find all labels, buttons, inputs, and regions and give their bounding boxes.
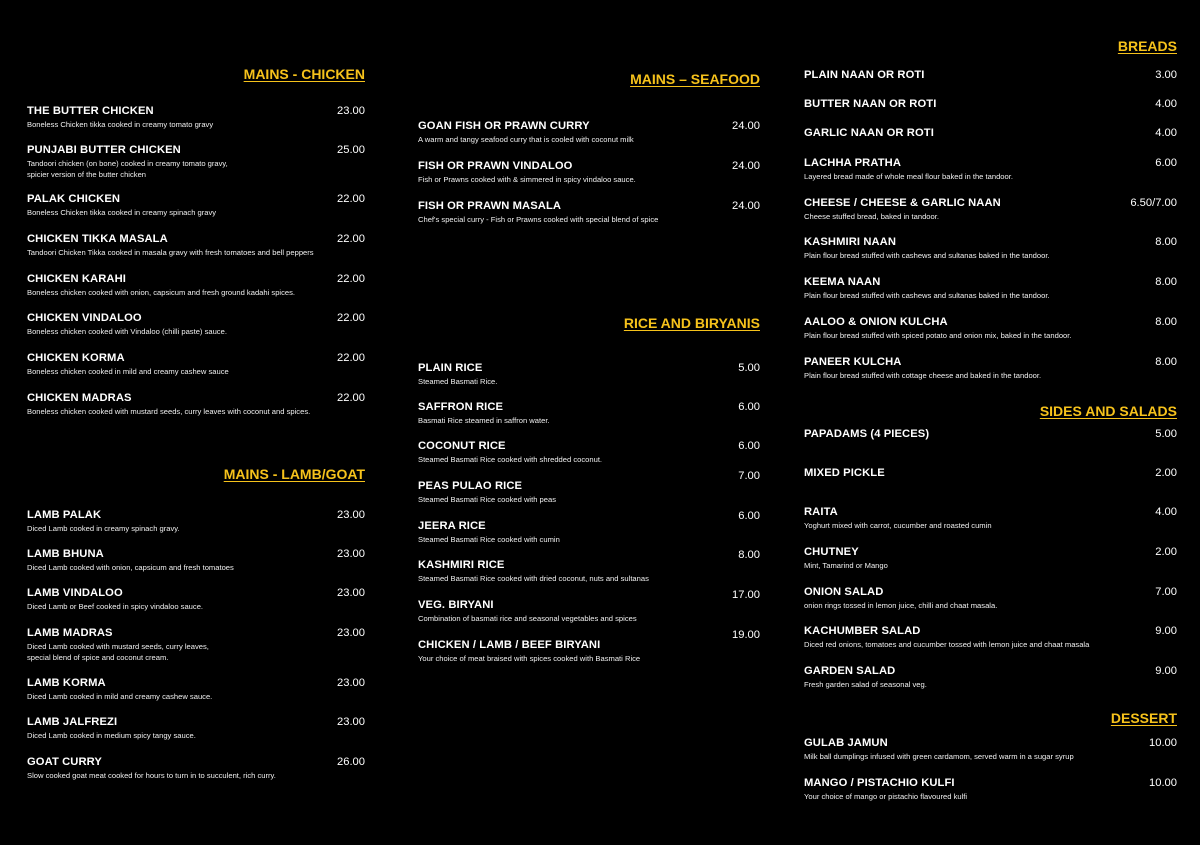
menu-item-name: KACHUMBER SALAD bbox=[804, 625, 921, 637]
section-title-rice-and-biryanis: RICE AND BIRYANIS bbox=[623, 315, 760, 331]
menu-item-name: CHICKEN / LAMB / BEEF BIRYANI bbox=[418, 639, 601, 651]
menu-item-price: 4.00 bbox=[1155, 127, 1177, 139]
menu-item-description: Steamed Basmati Rice cooked with dried coconut, nuts and sultanas bbox=[418, 574, 649, 583]
menu-item bbox=[804, 236, 1177, 261]
menu-item-price: 2.00 bbox=[1155, 467, 1177, 479]
section-title-mains-seafood: MAINS – SEAFOOD bbox=[630, 71, 760, 87]
menu-item-price: 23.00 bbox=[337, 587, 365, 599]
menu-item-name: PAPADAMS (4 PIECES) bbox=[804, 428, 930, 440]
menu-item-name: CHEESE / CHEESE & GARLIC NAAN bbox=[804, 197, 1001, 209]
menu-item-description: Boneless chicken cooked with Vindaloo (chilli paste) sauce. bbox=[27, 327, 227, 336]
menu-item-name: THE BUTTER CHICKEN bbox=[27, 105, 154, 117]
menu-item-name: VEG. BIRYANI bbox=[418, 599, 494, 611]
menu-item-price: 4.00 bbox=[1155, 506, 1177, 518]
menu-item bbox=[804, 428, 1177, 441]
menu-item-name: GARDEN SALAD bbox=[804, 665, 896, 677]
menu-item-description: Boneless Chicken tikka cooked in creamy spinach gravy bbox=[27, 208, 217, 217]
menu-item-description: A warm and tangy seafood curry that is cooled with coconut milk bbox=[418, 135, 634, 144]
menu-item-description: Plain flour bread stuffed with cashews and sultanas baked in the tandoor. bbox=[804, 251, 1050, 260]
menu-item-price: 24.00 bbox=[732, 200, 760, 212]
menu-item bbox=[27, 587, 365, 612]
menu-item bbox=[418, 200, 760, 225]
menu-item-name: PEAS PULAO RICE bbox=[418, 480, 523, 492]
menu-item-name: RAITA bbox=[804, 506, 838, 518]
menu-item-description: Steamed Basmati Rice cooked with peas bbox=[418, 495, 557, 504]
menu-item-name: LAMB VINDALOO bbox=[27, 587, 123, 599]
menu-item-name: LAMB JALFREZI bbox=[27, 716, 118, 728]
menu-item-price: 17.00 bbox=[732, 589, 760, 601]
menu-item-name: AALOO & ONION KULCHA bbox=[804, 316, 948, 328]
menu-item-price: 24.00 bbox=[732, 120, 760, 132]
menu-item-price: 5.00 bbox=[738, 362, 760, 374]
menu-item-name: GOAT CURRY bbox=[27, 756, 102, 768]
menu-item bbox=[27, 716, 365, 741]
menu-item-name: CHICKEN KARAHI bbox=[27, 273, 126, 285]
menu-item-price: 26.00 bbox=[337, 756, 365, 768]
menu-item-name: CHICKEN MADRAS bbox=[27, 392, 132, 404]
menu-item-description: Fresh garden salad of seasonal veg. bbox=[804, 680, 927, 689]
menu-item bbox=[418, 510, 760, 545]
menu-item-price: 23.00 bbox=[337, 627, 365, 639]
section-title-mains-lamb-goat: MAINS - LAMB/GOAT bbox=[223, 466, 365, 482]
menu-item bbox=[27, 627, 365, 663]
menu-item-description: Diced Lamb cooked in medium spicy tangy sauce. bbox=[27, 731, 196, 740]
menu-item-name: CHICKEN TIKKA MASALA bbox=[27, 233, 168, 245]
menu-item-name: COCONUT RICE bbox=[418, 440, 506, 452]
menu-item-price: 8.00 bbox=[1155, 276, 1177, 288]
menu-item-name: GARLIC NAAN OR ROTI bbox=[804, 127, 934, 139]
menu-item-name: GULAB JAMUN bbox=[804, 737, 888, 749]
menu-item-name: KEEMA NAAN bbox=[804, 276, 881, 288]
menu-item-price: 9.00 bbox=[1155, 665, 1177, 677]
menu-item-price: 25.00 bbox=[337, 144, 365, 156]
menu-item-price: 6.00 bbox=[738, 510, 760, 522]
menu-item bbox=[804, 157, 1177, 182]
menu-item bbox=[27, 352, 365, 377]
menu-item-name: FISH OR PRAWN VINDALOO bbox=[418, 160, 573, 172]
menu-item-description: Boneless chicken cooked with onion, capsicum and fresh ground kadahi spices. bbox=[27, 288, 296, 297]
menu-item-name: LAMB KORMA bbox=[27, 677, 106, 689]
menu-item bbox=[418, 120, 760, 145]
menu-item bbox=[804, 665, 1177, 690]
menu-item bbox=[804, 276, 1177, 301]
menu-item-name: CHUTNEY bbox=[804, 546, 859, 558]
menu-item bbox=[27, 144, 365, 180]
menu-item bbox=[804, 506, 1177, 531]
menu-item-name: MIXED PICKLE bbox=[804, 467, 885, 479]
menu-item-name: FISH OR PRAWN MASALA bbox=[418, 200, 562, 212]
menu-item bbox=[418, 440, 760, 465]
menu-item-price: 23.00 bbox=[337, 509, 365, 521]
menu-item-description: Yoghurt mixed with carrot, cucumber and roasted cumin bbox=[804, 521, 992, 530]
menu-item-price: 10.00 bbox=[1149, 737, 1177, 749]
menu-item-price: 22.00 bbox=[337, 193, 365, 205]
menu-item bbox=[804, 356, 1177, 381]
menu-item-price: 23.00 bbox=[337, 105, 365, 117]
menu-item-price: 22.00 bbox=[337, 273, 365, 285]
menu-item-description: Layered bread made of whole meal flour baked in the tandoor. bbox=[804, 172, 1013, 181]
menu-item-name: CHICKEN VINDALOO bbox=[27, 312, 142, 324]
menu-item-description: Boneless chicken cooked with mustard seeds, curry leaves with coconut and spices. bbox=[27, 407, 311, 416]
menu-item-description: Fish or Prawns cooked with & simmered in spicy vindaloo sauce. bbox=[418, 175, 636, 184]
menu-item-name: MANGO / PISTACHIO KULFI bbox=[804, 777, 955, 789]
menu-item-price: 23.00 bbox=[337, 716, 365, 728]
menu-item bbox=[418, 549, 760, 584]
menu-item bbox=[418, 362, 760, 387]
menu-item-price: 8.00 bbox=[1155, 236, 1177, 248]
menu-item-description: Basmati Rice steamed in saffron water. bbox=[418, 416, 550, 425]
menu-item-description: Tandoori chicken (on bone) cooked in creamy tomato gravy, spicier version of the butter chicken bbox=[27, 159, 228, 179]
menu-item-description: Diced Lamb or Beef cooked in spicy vindaloo sauce. bbox=[27, 602, 204, 611]
menu-item bbox=[27, 312, 365, 337]
menu-item-name: PLAIN RICE bbox=[418, 362, 483, 374]
section-title-breads: BREADS bbox=[1117, 38, 1177, 54]
menu-item bbox=[804, 197, 1177, 222]
menu-item-price: 2.00 bbox=[1155, 546, 1177, 558]
menu-item-price: 8.00 bbox=[738, 549, 760, 561]
menu-item bbox=[804, 625, 1177, 650]
menu-item bbox=[27, 233, 365, 258]
menu-item-name: BUTTER NAAN OR ROTI bbox=[804, 98, 937, 110]
menu-item-description: Plain flour bread stuffed with cottage cheese and baked in the tandoor. bbox=[804, 371, 1042, 380]
menu-item-price: 4.00 bbox=[1155, 98, 1177, 110]
menu-item-price: 7.00 bbox=[738, 470, 760, 482]
menu-item bbox=[27, 193, 365, 218]
menu-item-description: Diced Lamb cooked with onion, capsicum and fresh tomatoes bbox=[27, 563, 234, 572]
menu-item-description: Chef's special curry - Fish or Prawns cooked with special blend of spice bbox=[418, 215, 659, 224]
menu-item-description: Tandoori Chicken Tikka cooked in masala gravy with fresh tomatoes and bell peppers bbox=[27, 248, 314, 257]
menu-item-price: 9.00 bbox=[1155, 625, 1177, 637]
menu-item-name: LAMB PALAK bbox=[27, 509, 102, 521]
menu-item-price: 3.00 bbox=[1155, 69, 1177, 81]
menu-item-description: Boneless Chicken tikka cooked in creamy tomato gravy bbox=[27, 120, 214, 129]
menu-item bbox=[804, 777, 1177, 802]
menu-item-price: 6.00 bbox=[1155, 157, 1177, 169]
menu-item bbox=[804, 98, 1177, 111]
menu-item-description: Combination of basmati rice and seasonal vegetables and spices bbox=[418, 614, 637, 623]
menu-item bbox=[418, 470, 760, 505]
menu-item bbox=[27, 677, 365, 702]
menu-item-price: 22.00 bbox=[337, 392, 365, 404]
menu-item-name: PANEER KULCHA bbox=[804, 356, 902, 368]
menu-item-price: 19.00 bbox=[732, 629, 760, 641]
menu-item-name: GOAN FISH OR PRAWN CURRY bbox=[418, 120, 590, 132]
menu-item-description: Steamed Basmati Rice. bbox=[418, 377, 498, 386]
menu-item-description: Your choice of meat braised with spices cooked with Basmati Rice bbox=[418, 654, 641, 663]
menu-item-name: LACHHA PRATHA bbox=[804, 157, 902, 169]
menu-item-description: Slow cooked goat meat cooked for hours to turn in to succulent, rich curry. bbox=[27, 771, 276, 780]
section-title-dessert: DESSERT bbox=[1110, 710, 1177, 726]
menu-item-name: PLAIN NAAN OR ROTI bbox=[804, 69, 925, 81]
menu-item-price: 10.00 bbox=[1149, 777, 1177, 789]
section-title-sides-and-salads: SIDES AND SALADS bbox=[1039, 403, 1177, 419]
menu-item bbox=[27, 105, 365, 130]
menu-item bbox=[804, 127, 1177, 140]
menu-item-name: KASHMIRI RICE bbox=[418, 559, 505, 571]
menu-item-price: 22.00 bbox=[337, 352, 365, 364]
menu-item bbox=[804, 546, 1177, 571]
menu-item bbox=[804, 737, 1177, 762]
menu-item-description: Diced red onions, tomatoes and cucumber tossed with lemon juice and chaat masala bbox=[804, 640, 1090, 649]
menu-item-description: Your choice of mango or pistachio flavoured kulfi bbox=[804, 792, 968, 801]
menu-item bbox=[27, 548, 365, 573]
menu-item bbox=[804, 467, 1177, 480]
menu-item-price: 24.00 bbox=[732, 160, 760, 172]
menu-item bbox=[27, 756, 365, 781]
menu-item-description: onion rings tossed in lemon juice, chilli and chaat masala. bbox=[804, 601, 998, 610]
menu-item-description: Milk ball dumplings infused with green cardamom, served warm in a sugar syrup bbox=[804, 752, 1074, 761]
menu-item-description: Diced Lamb cooked in creamy spinach gravy. bbox=[27, 524, 180, 533]
menu-item-description: Diced Lamb cooked with mustard seeds, curry leaves, special blend of spice and coconut cream. bbox=[27, 642, 209, 662]
menu-item-price: 5.00 bbox=[1155, 428, 1177, 440]
menu-item-name: KASHMIRI NAAN bbox=[804, 236, 897, 248]
menu-item-description: Steamed Basmati Rice cooked with cumin bbox=[418, 535, 560, 544]
menu-item-name: JEERA RICE bbox=[418, 520, 486, 532]
menu-item-name: PALAK CHICKEN bbox=[27, 193, 121, 205]
menu-item-price: 22.00 bbox=[337, 312, 365, 324]
menu-item-name: CHICKEN KORMA bbox=[27, 352, 125, 364]
menu-item-name: SAFFRON RICE bbox=[418, 401, 504, 413]
menu-item bbox=[27, 273, 365, 298]
menu-item bbox=[418, 401, 760, 426]
menu-item bbox=[418, 589, 760, 624]
menu-item-description: Boneless chicken cooked in mild and creamy cashew sauce bbox=[27, 367, 229, 376]
menu-item-description: Mint, Tamarind or Mango bbox=[804, 561, 888, 570]
menu-item-description: Plain flour bread stuffed with spiced potato and onion mix, baked in the tandoor. bbox=[804, 331, 1072, 340]
menu-item-price: 22.00 bbox=[337, 233, 365, 245]
menu-item-price: 6.00 bbox=[738, 440, 760, 452]
menu-item-price: 7.00 bbox=[1155, 586, 1177, 598]
menu-item bbox=[418, 629, 760, 664]
menu-item bbox=[804, 69, 1177, 82]
menu-item-price: 8.00 bbox=[1155, 356, 1177, 368]
section-title-mains-chicken: MAINS - CHICKEN bbox=[243, 66, 365, 82]
menu-item-price: 8.00 bbox=[1155, 316, 1177, 328]
menu-item-name: PUNJABI BUTTER CHICKEN bbox=[27, 144, 181, 156]
menu-item bbox=[27, 392, 365, 417]
menu-item-price: 23.00 bbox=[337, 677, 365, 689]
menu-item-description: Plain flour bread stuffed with cashews and sultanas baked in the tandoor. bbox=[804, 291, 1050, 300]
menu-item-price: 23.00 bbox=[337, 548, 365, 560]
menu-item bbox=[804, 316, 1177, 341]
menu-item-description: Steamed Basmati Rice cooked with shredded coconut. bbox=[418, 455, 603, 464]
menu-item-name: LAMB BHUNA bbox=[27, 548, 104, 560]
menu-item-name: ONION SALAD bbox=[804, 586, 884, 598]
menu-item-price: 6.00 bbox=[738, 401, 760, 413]
menu-item-price: 6.50/7.00 bbox=[1130, 197, 1177, 209]
menu-item bbox=[27, 509, 365, 534]
menu-item-description: Cheese stuffed bread, baked in tandoor. bbox=[804, 212, 939, 221]
menu-item-description: Diced Lamb cooked in mild and creamy cashew sauce. bbox=[27, 692, 213, 701]
menu-item bbox=[804, 586, 1177, 611]
menu-item bbox=[418, 160, 760, 185]
menu-item-name: LAMB MADRAS bbox=[27, 627, 113, 639]
